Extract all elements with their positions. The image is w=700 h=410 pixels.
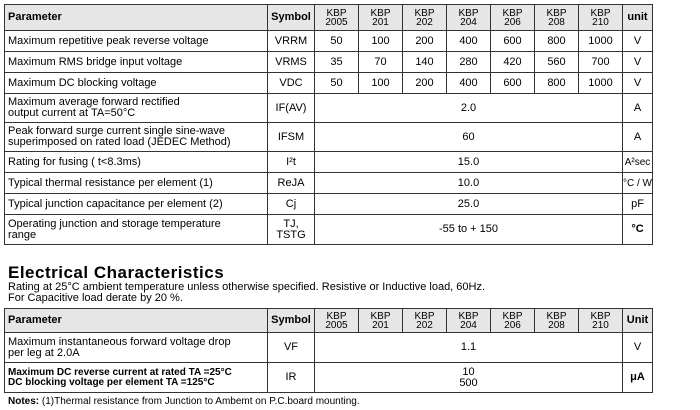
- value-cell: 200: [403, 31, 447, 52]
- electrical-table: [4, 308, 653, 393]
- table-row: [5, 73, 653, 94]
- header-parameter: Parameter: [5, 309, 268, 333]
- value-cell: 400: [447, 31, 491, 52]
- value-cell: 50: [315, 73, 359, 94]
- header-model-kbp206: KBP 206: [491, 5, 535, 31]
- symbol-if-av: IF(AV): [268, 94, 315, 123]
- section-title: Electrical Characteristics: [8, 263, 225, 282]
- param-capacitance: Typical junction capacitance per element (2): [5, 194, 268, 215]
- value-cell: 400: [447, 73, 491, 94]
- value-cell: 280: [447, 52, 491, 73]
- value-cell: 2.0: [315, 94, 623, 123]
- value-cell: 1000: [579, 73, 623, 94]
- param-vf: Maximum instantaneous forward voltage drop per leg at 2.0A: [5, 333, 268, 363]
- table-header-row: [5, 5, 653, 31]
- table-row: [5, 173, 653, 194]
- symbol-vdc: VDC: [268, 73, 315, 94]
- value-cell: 70: [359, 52, 403, 73]
- unit-cell: A²sec: [623, 152, 653, 173]
- value-cell: 60: [315, 123, 623, 152]
- header-model-kbp208: KBP 208: [535, 309, 579, 333]
- param-fusing: Rating for fusing ( t<8.3ms): [5, 152, 268, 173]
- param-ir: Maximum DC reverse current at rated TA =25°C DC blocking voltage per element TA =125°C: [5, 363, 268, 393]
- header-model-kbp206: KBP 206: [491, 309, 535, 333]
- unit-cell: V: [623, 31, 653, 52]
- table-row: [5, 333, 653, 363]
- value-cell: 140: [403, 52, 447, 73]
- symbol-vrms: VRMS: [268, 52, 315, 73]
- max-ratings-table: [4, 4, 653, 245]
- value-cell: -55 to + 150: [315, 215, 623, 245]
- header-unit: Unit: [623, 309, 653, 333]
- unit-cell: °C: [623, 215, 653, 245]
- header-model-kbp201: KBP 201: [359, 309, 403, 333]
- header-model-kbp210: KBP 210: [579, 309, 623, 333]
- header-parameter: Parameter: [5, 5, 268, 31]
- unit-cell: μA: [623, 363, 653, 393]
- value-cell: 800: [535, 31, 579, 52]
- unit-cell: A: [623, 123, 653, 152]
- value-cell: 800: [535, 73, 579, 94]
- unit-cell: V: [623, 73, 653, 94]
- header-model-kbp2005: KBP 2005: [315, 5, 359, 31]
- param-ifsm: Peak forward surge current single sine-wave superimposed on rated load (JEDEC Method): [5, 123, 268, 152]
- param-temperature-range: Operating junction and storage temperature range: [5, 215, 268, 245]
- value-cell: 600: [491, 31, 535, 52]
- capacitive-note: For Capacitive load derate by 20 %.: [8, 292, 183, 304]
- header-unit: unit: [623, 5, 653, 31]
- header-symbol: Symbol: [268, 5, 315, 31]
- param-vrrm: Maximum repetitive peak reverse voltage: [5, 31, 268, 52]
- symbol-ir: IR: [268, 363, 315, 393]
- header-model-kbp204: KBP 204: [447, 309, 491, 333]
- value-cell: 700: [579, 52, 623, 73]
- value-cell: 35: [315, 52, 359, 73]
- symbol-ifsm: IFSM: [268, 123, 315, 152]
- value-cell: 100: [359, 73, 403, 94]
- value-cell: 15.0: [315, 152, 623, 173]
- value-cell: 1.1: [315, 333, 623, 363]
- value-cell: 50: [315, 31, 359, 52]
- header-model-kbp204: KBP 204: [447, 5, 491, 31]
- value-cell: 100: [359, 31, 403, 52]
- value-cell: 420: [491, 52, 535, 73]
- value-cell: 560: [535, 52, 579, 73]
- table-row: [5, 52, 653, 73]
- symbol-reja: ReJA: [268, 173, 315, 194]
- table-row: [5, 152, 653, 173]
- value-cell: 10 500: [315, 363, 623, 393]
- symbol-tj-tstg: TJ, TSTG: [268, 215, 315, 245]
- header-model-kbp210: KBP 210: [579, 5, 623, 31]
- value-cell: 600: [491, 73, 535, 94]
- header-model-kbp201: KBP 201: [359, 5, 403, 31]
- param-if-av: Maximum average forward rectified output current at TA=50°C: [5, 94, 268, 123]
- header-model-kbp202: KBP 202: [403, 5, 447, 31]
- symbol-vrrm: VRRM: [268, 31, 315, 52]
- unit-cell: °C / W: [623, 173, 653, 194]
- param-vdc: Maximum DC blocking voltage: [5, 73, 268, 94]
- symbol-i2t: I²t: [268, 152, 315, 173]
- param-vrms: Maximum RMS bridge input voltage: [5, 52, 268, 73]
- value-cell: 25.0: [315, 194, 623, 215]
- table-row: [5, 123, 653, 152]
- unit-cell: pF: [623, 194, 653, 215]
- value-cell: 200: [403, 73, 447, 94]
- table-row: [5, 194, 653, 215]
- value-cell: 1000: [579, 31, 623, 52]
- header-symbol: Symbol: [268, 309, 315, 333]
- header-model-kbp2005: KBP 2005: [315, 309, 359, 333]
- unit-cell: A: [623, 94, 653, 123]
- header-model-kbp202: KBP 202: [403, 309, 447, 333]
- unit-cell: V: [623, 333, 653, 363]
- table-row: [5, 363, 653, 393]
- unit-cell: V: [623, 52, 653, 73]
- rating-note: Rating at 25°C ambient temperature unless otherwise specified. Resistive or Inductive load, 60Hz.: [8, 281, 486, 293]
- symbol-cj: Cj: [268, 194, 315, 215]
- footnote: Notes: (1)Thermal resistance from Junction to Ambemt on P.C.board mounting.: [8, 396, 360, 407]
- table-row: [5, 94, 653, 123]
- symbol-vf: VF: [268, 333, 315, 363]
- table-row: [5, 31, 653, 52]
- value-cell: 10.0: [315, 173, 623, 194]
- table-header-row: [5, 309, 653, 333]
- param-thermal-resistance: Typical thermal resistance per element (1): [5, 173, 268, 194]
- table-row: [5, 215, 653, 245]
- header-model-kbp208: KBP 208: [535, 5, 579, 31]
